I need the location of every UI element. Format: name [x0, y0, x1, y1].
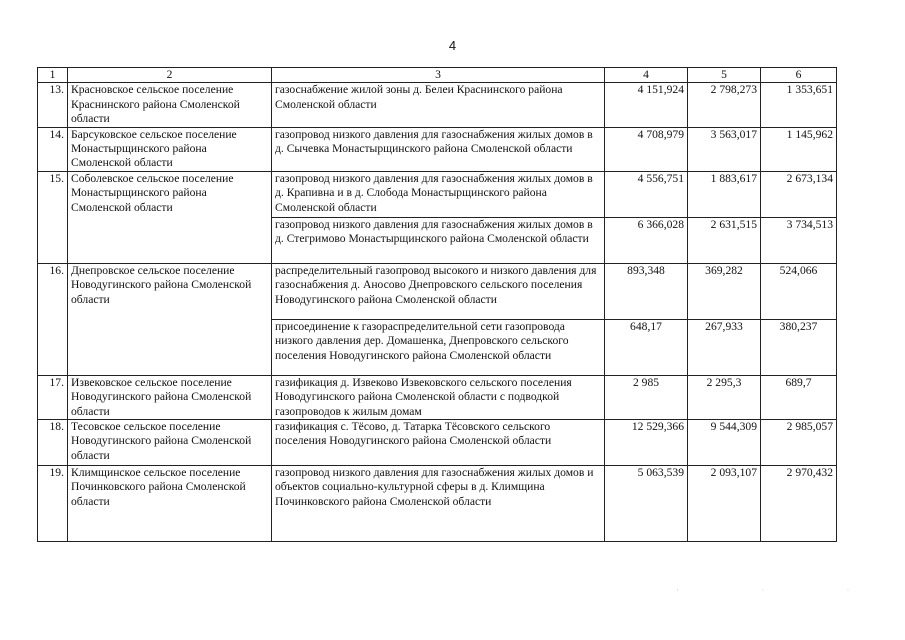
table-row	[38, 83, 837, 127]
table-row	[38, 375, 837, 419]
table-header-row	[38, 68, 837, 83]
amount-col6: 2 985,057	[761, 420, 837, 466]
table-row	[38, 466, 837, 542]
object-description: газификация с. Тёсово, д. Татарка Тёсовского сельского поселения Новодугинского района Смоленской области	[272, 420, 605, 466]
header-cell-2: 2	[68, 68, 272, 83]
amount-col4: 4 556,751	[605, 171, 688, 217]
scan-artifact-dots: · · ·	[676, 585, 890, 595]
amount-col5: 9 544,309	[688, 420, 761, 466]
table-row	[38, 263, 837, 319]
header-cell-5: 5	[688, 68, 761, 83]
amount-col6: 2 673,134	[761, 171, 837, 217]
row-number: 13.	[38, 83, 68, 127]
amount-col5: 2 631,515	[688, 217, 761, 263]
object-description: газификация д. Извеково Извековского сельского поселения Новодугинского района Смоленской области с подводкой газопроводов к жилым домам	[272, 375, 605, 419]
settlement-name: Барсуковское сельское поселение Монастырщинского района Смоленской области	[68, 127, 272, 171]
amount-col6: 380,237	[761, 319, 837, 375]
amount-col4: 4 151,924	[605, 83, 688, 127]
page-number: 4	[448, 38, 457, 53]
table-row	[38, 420, 837, 466]
table-row	[38, 171, 837, 217]
amount-col4: 4 708,979	[605, 127, 688, 171]
amount-col4: 2 985	[605, 375, 688, 419]
amount-col6: 2 970,432	[761, 466, 837, 542]
object-description: газопровод низкого давления для газоснабжения жилых домов в д. Крапивна и в д. Слобода Монастырщинского района Смоленской области	[272, 171, 605, 217]
object-description: газопровод низкого давления для газоснабжения жилых домов в д. Сычевка Монастырщинского района Смоленской области	[272, 127, 605, 171]
header-cell-1: 1	[38, 68, 68, 83]
table-row	[38, 127, 837, 171]
row-number: 15.	[38, 171, 68, 263]
amount-col4: 6 366,028	[605, 217, 688, 263]
amount-col4: 648,17	[605, 319, 688, 375]
amount-col4: 12 529,366	[605, 420, 688, 466]
header-cell-3: 3	[272, 68, 605, 83]
settlement-name: Днепровское сельское поселение Новодугинского района Смоленской области	[68, 263, 272, 375]
settlement-name: Извековское сельское поселение Новодугинского района Смоленской области	[68, 375, 272, 419]
row-number: 18.	[38, 420, 68, 466]
object-description: газоснабжение жилой зоны д. Белеи Краснинского района Смоленской области	[272, 83, 605, 127]
amount-col5: 2 093,107	[688, 466, 761, 542]
header-cell-4: 4	[605, 68, 688, 83]
amount-col6: 1 353,651	[761, 83, 837, 127]
amount-col5: 267,933	[688, 319, 761, 375]
settlement-name: Красновское сельское поселение Краснинского района Смоленской области	[68, 83, 272, 127]
settlement-name: Тесовское сельское поселение Новодугинского района Смоленской области	[68, 420, 272, 466]
row-number: 14.	[38, 127, 68, 171]
amount-col5: 3 563,017	[688, 127, 761, 171]
amount-col5: 2 295,3	[688, 375, 761, 419]
amount-col5: 1 883,617	[688, 171, 761, 217]
object-description: газопровод низкого давления для газоснабжения жилых домов и объектов социально-культурной сферы в д. Климщина Починковского района Смоленской области	[272, 466, 605, 542]
amount-col6: 689,7	[761, 375, 837, 419]
row-number: 17.	[38, 375, 68, 419]
object-description: присоединение к газораспределительной сети газопровода низкого давления дер. Домашенка, Днепровского сельского поселения Новодугинского района Смоленской области	[272, 319, 605, 375]
row-number: 16.	[38, 263, 68, 375]
amount-col5: 2 798,273	[688, 83, 761, 127]
settlement-name: Климщинское сельское поселение Починковского района Смоленской области	[68, 466, 272, 542]
amount-col6: 3 734,513	[761, 217, 837, 263]
object-description: распределительный газопровод высокого и низкого давления для газоснабжения д. Аносово Днепровского сельского поселения Новодугинского района Смоленской области	[272, 263, 605, 319]
data-table	[37, 67, 837, 542]
settlement-name: Соболевское сельское поселение Монастырщинского района Смоленской области	[68, 171, 272, 263]
object-description: газопровод низкого давления для газоснабжения жилых домов в д. Стегримово Монастырщинского района Смоленской области	[272, 217, 605, 263]
amount-col5: 369,282	[688, 263, 761, 319]
amount-col6: 1 145,962	[761, 127, 837, 171]
amount-col4: 5 063,539	[605, 466, 688, 542]
header-cell-6: 6	[761, 68, 837, 83]
amount-col4: 893,348	[605, 263, 688, 319]
row-number: 19.	[38, 466, 68, 542]
amount-col6: 524,066	[761, 263, 837, 319]
